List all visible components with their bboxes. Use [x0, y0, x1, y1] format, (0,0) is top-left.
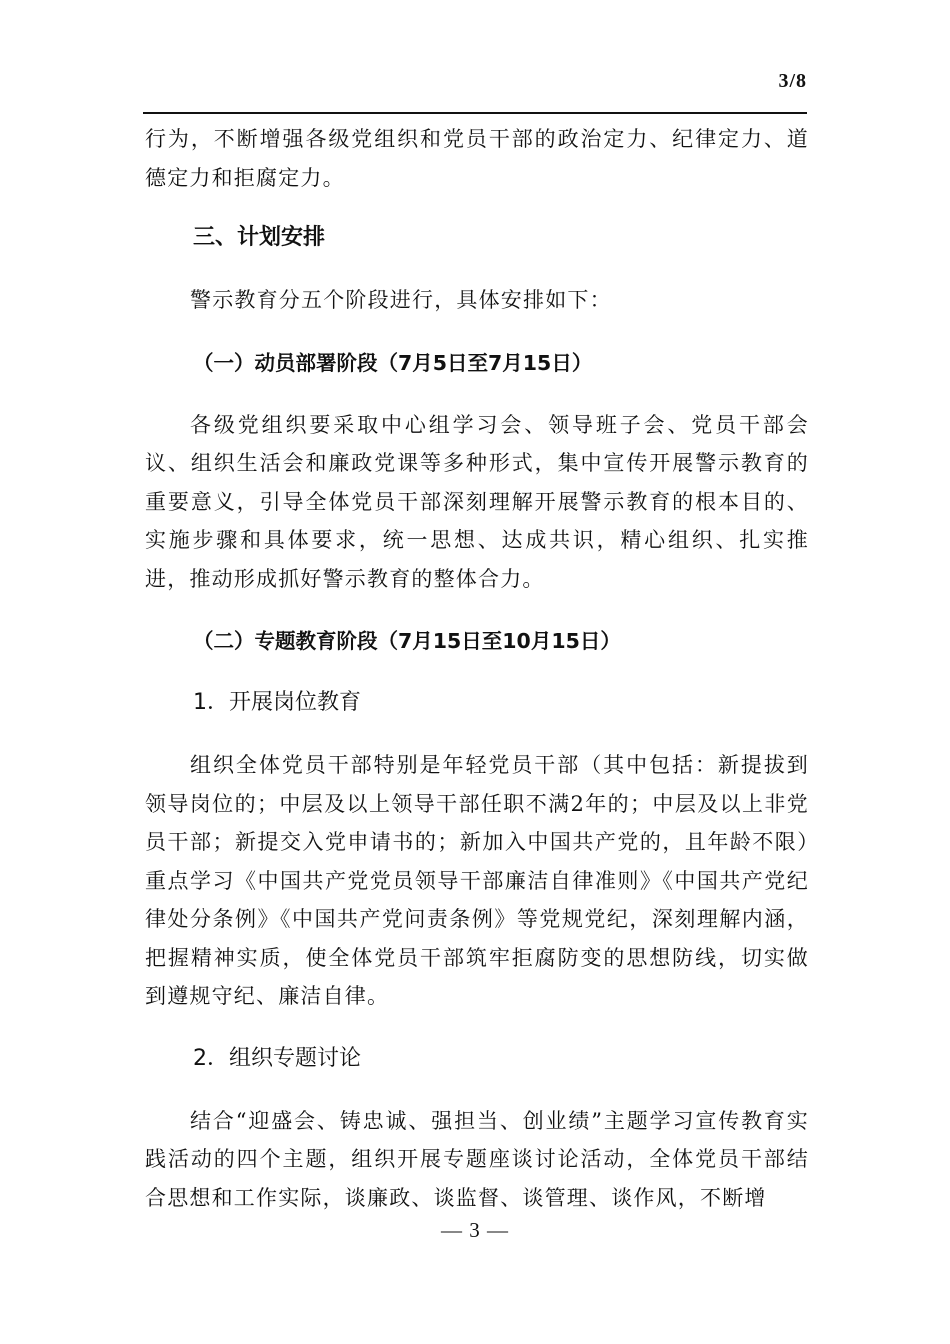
paragraph-item-1: 组织全体党员干部特别是年轻党员干部（其中包括：新提拔到领导岗位的；中层及以上领导干部任职不满2年的；中层及以上非党员干部；新提交入党申请书的；新加入中国共产党的，且年龄不限）重点学习《中国共产党党员领导干部廉洁自律准则》《中国共产党纪律处分条例》《中国共产党问责条例》等党规党纪，深刻理解内涵，把握精神实质，使全体党员干部筑牢拒腐防变的思想防线，切实做到遵规守纪、廉洁自律。	[145, 753, 809, 1008]
page-number: — 3 —	[441, 1218, 509, 1242]
subheading-stage-2: （二）专题教育阶段（7月15日至10月15日）	[193, 629, 621, 653]
paragraph-item-2: 结合“迎盛会、铸忠诚、强担当、创业绩”主题学习宣传教育实践活动的四个主题，组织开展专题座谈讨论活动，全体党员干部结合思想和工作实际，谈廉政、谈监督、谈管理、谈作风，不断增	[145, 1108, 809, 1210]
page-counter: 3/8	[778, 70, 807, 92]
paragraph-intro: 警示教育分五个阶段进行，具体安排如下：	[190, 288, 612, 312]
subheading-stage-1: （一）动员部署阶段（7月5日至7月15日）	[193, 350, 593, 375]
paragraph-continuation: 行为，不断增强各级党组织和党员干部的政治定力、纪律定力、道德定力和拒腐定力。	[145, 127, 809, 190]
item-heading-1: 1．开展岗位教育	[193, 690, 361, 715]
section-heading-plan: 三、计划安排	[193, 225, 326, 250]
item-heading-2: 2．组织专题讨论	[193, 1045, 361, 1071]
document-body	[145, 120, 809, 1217]
paragraph-stage-1: 各级党组织要采取中心组学习会、领导班子会、党员干部会议、组织生活会和廉政党课等多种形式，集中宣传开展警示教育的重要意义，引导全体党员干部深刻理解开展警示教育的根本目的、实施步骤和具体要求，统一思想、达成共识，精心组织、扎实推进，推动形成抓好警示教育的整体合力。	[145, 412, 809, 591]
header-rule	[143, 112, 807, 114]
